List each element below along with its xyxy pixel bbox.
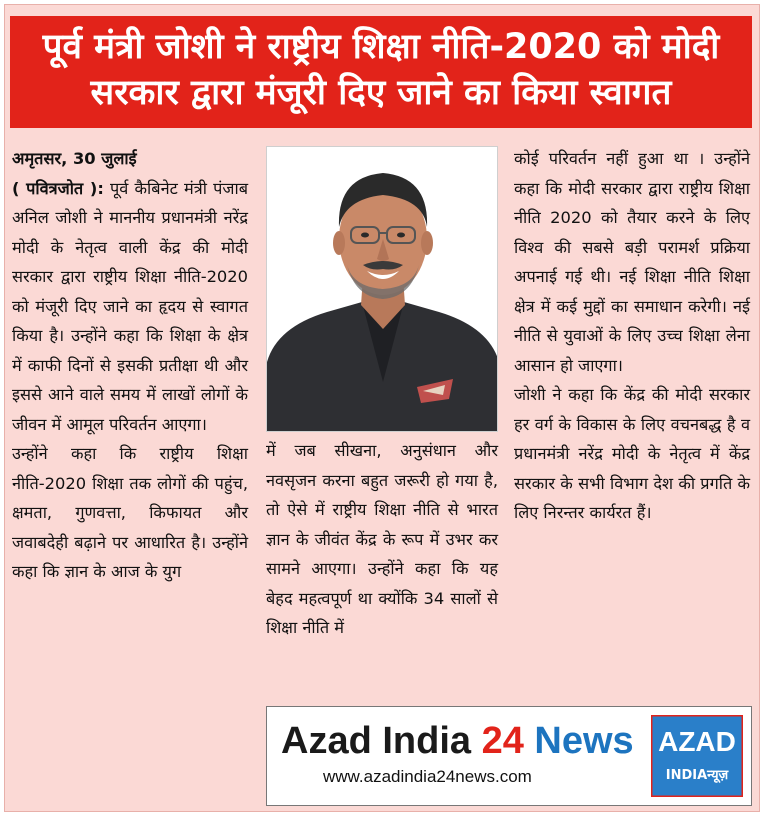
headline-line-1: पूर्व मंत्री जोशी ने राष्ट्रीय शिक्षा नीति-2020 को मोदी — [42, 27, 720, 67]
lead-text: पूर्व कैबिनेट मंत्री पंजाब अनिल जोशी ने माननीय प्रधानमंत्री नरेंद्र मोदी के नेतृत्व वाली केंद्र की मोदी सरकार द्वारा राष्ट्रीय शिक्षा नीति-2020 को मंजूरी दिए जाने का हृदय से स्वागत किया है। उन्होंने कहा कि शिक्षा के क्षेत्र में काफी दिनों से इसकी प्रतीक्षा थी और इससे आने वाले समय में लाखों लोगों के जीवन में आमूल परिवर्तन आएगा। — [12, 178, 248, 434]
ad-title — [281, 719, 634, 763]
dateline-place: अमृतसर, 30 जुलाई — [12, 149, 137, 168]
article-column-3 — [514, 144, 750, 528]
article-paragraph-5: जोशी ने कहा कि केंद्र की मोदी सरकार हर वर्ग के विकास के लिए वचनबद्ध है व प्रधानमंत्री नरेंद्र मोदी के नेतृत्व में केंद्र सरकार के सभी विभाग देश की प्रगति के लिए निरन्तर कार्यरत हैं। — [514, 385, 750, 522]
ad-brand-name: Azad India — [281, 720, 482, 762]
portrait-photo — [266, 146, 498, 432]
article-paragraph-2: उन्होंने कहा कि राष्ट्रीय शिक्षा नीति-2020 शिक्षा तक लोगों की पहुंच, क्षमता, गुणवत्ता, किफायत और जवाबदेही बढ़ाने पर आधारित है। उन्होंने कहा कि ज्ञान के आज के युग — [12, 444, 248, 581]
article-column-1 — [12, 144, 248, 587]
advertisement-banner[interactable] — [266, 706, 752, 806]
article-paragraph-4: कोई परिवर्तन नहीं हुआ था । उन्होंने कहा कि मोदी सरकार द्वारा राष्ट्रीय शिक्षा नीति 2020 को तैयार करने के लिए विश्व की सबसे बड़ी परामर्श प्रक्रिया अपनाई गई थी। नई शिक्षा नीति शिक्षा क्षेत्र में कई मुद्दों का समाधान करेगी। नई नीति से युवाओं के लिए उच्च शिक्षा लेना आसान हो जाएगा। — [514, 149, 750, 375]
ad-website-link[interactable]: www.azadindia24news.com — [323, 767, 532, 786]
headline-line-2: सरकार द्वारा मंजूरी दिए जाने का किया स्वागत — [90, 73, 672, 113]
ad-brand-news: News — [523, 720, 634, 762]
logo-top-text: AZAD — [658, 726, 736, 757]
article-paragraph — [12, 144, 248, 439]
ad-brand-number: 24 — [481, 720, 524, 762]
article-column-2 — [266, 436, 498, 643]
portrait-illustration — [267, 147, 498, 432]
logo-bottom-text: INDIAन्यूज़ — [665, 768, 729, 783]
article-paragraph-3: में जब सीखना, अनुसंधान और नवसृजन करना बहुत जरूरी हो गया है, तो ऐसे में राष्ट्रीय शिक्षा नीति से भारत ज्ञान के जीवंत केंद्र के रूप में उभर कर सामने आएगा। उन्होंने कहा कि यह बेहद महत्वपूर्ण था क्योंकि 34 सालों से शिक्षा नीति में — [266, 441, 498, 637]
azad-india-logo — [651, 715, 743, 797]
headline-banner — [10, 16, 752, 128]
dateline-source: ( पवित्रजोत ): — [12, 178, 104, 198]
